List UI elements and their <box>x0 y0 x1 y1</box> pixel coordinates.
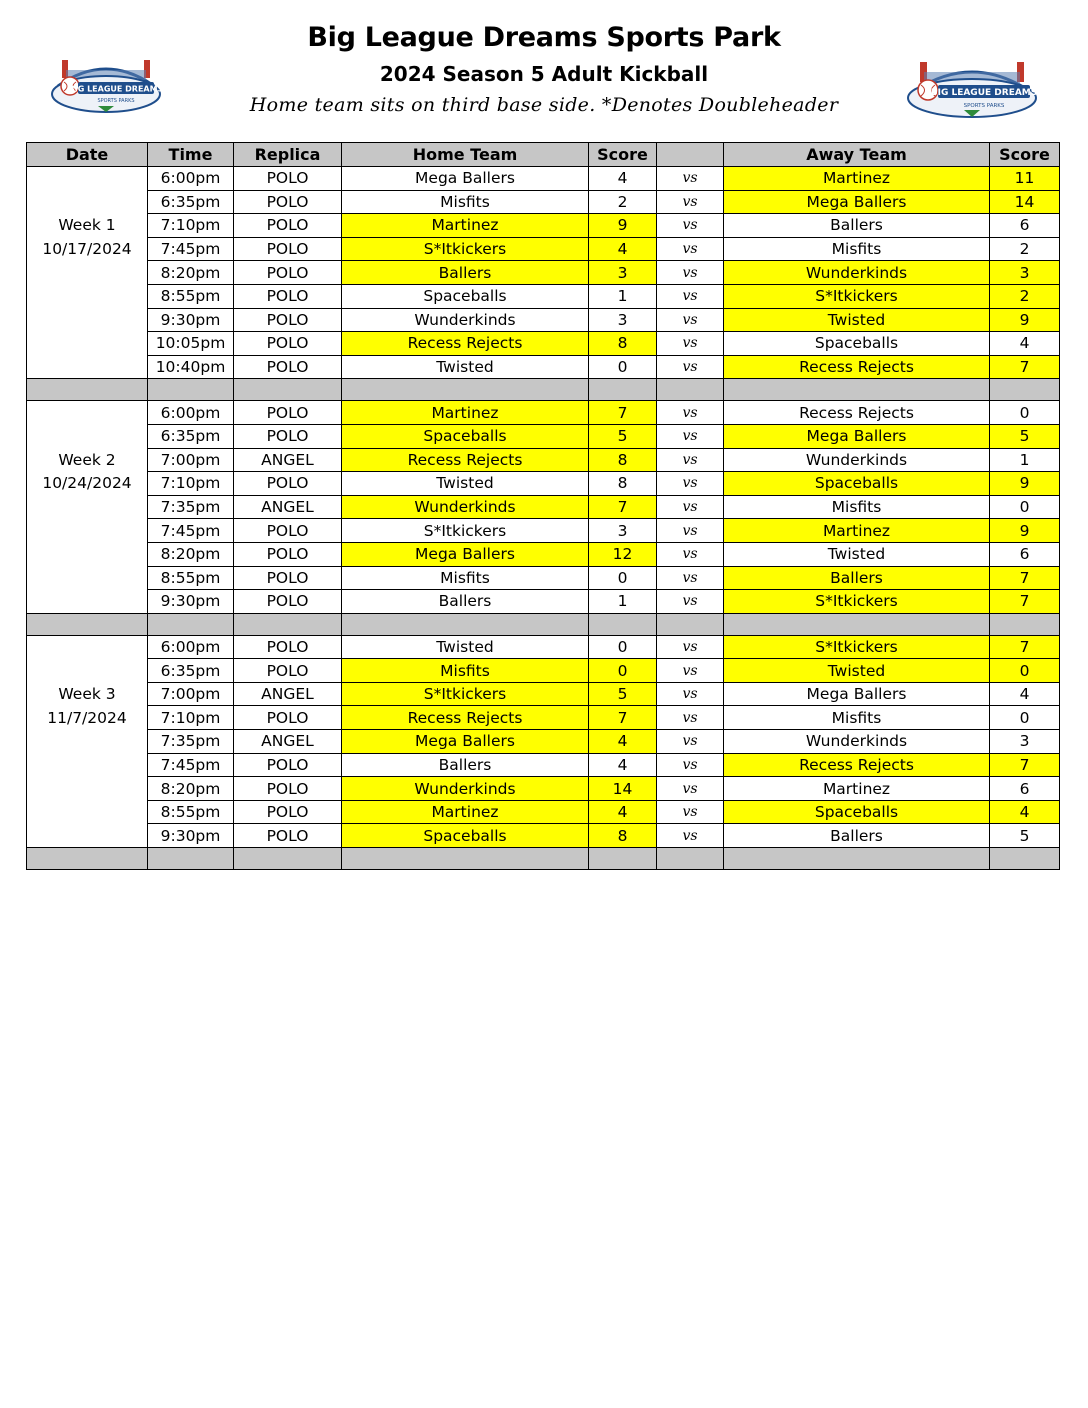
replica-cell: POLO <box>234 472 342 496</box>
home-score-cell: 4 <box>589 800 657 824</box>
table-row <box>27 566 1060 590</box>
home-score-cell: 9 <box>589 214 657 238</box>
separator-cell <box>990 613 1060 635</box>
replica-cell: POLO <box>234 424 342 448</box>
away-team-cell: Wunderkinds <box>724 448 990 472</box>
away-team-cell: Mega Ballers <box>724 424 990 448</box>
away-team-cell: Martinez <box>724 777 990 801</box>
separator-cell <box>342 613 589 635</box>
home-team-cell: Misfits <box>342 566 589 590</box>
home-score-cell: 3 <box>589 308 657 332</box>
replica-cell: POLO <box>234 190 342 214</box>
home-team-cell: Mega Ballers <box>342 730 589 754</box>
replica-cell: POLO <box>234 332 342 356</box>
replica-cell: POLO <box>234 519 342 543</box>
table-row <box>27 355 1060 379</box>
replica-cell: POLO <box>234 635 342 659</box>
vs-cell: vs <box>657 332 724 356</box>
away-score-cell: 6 <box>990 542 1060 566</box>
table-row <box>27 214 1060 238</box>
page-title: Big League Dreams Sports Park <box>307 22 781 53</box>
time-cell: 8:55pm <box>148 566 234 590</box>
replica-cell: POLO <box>234 401 342 425</box>
col-vs <box>657 143 724 167</box>
separator-cell <box>234 379 342 401</box>
time-cell: 8:55pm <box>148 284 234 308</box>
date-cell <box>27 332 148 356</box>
vs-cell: vs <box>657 706 724 730</box>
date-cell <box>27 659 148 683</box>
away-score-cell: 3 <box>990 261 1060 285</box>
time-cell: 8:20pm <box>148 261 234 285</box>
away-score-cell: 0 <box>990 659 1060 683</box>
table-row <box>27 472 1060 496</box>
date-cell <box>27 190 148 214</box>
home-team-cell: Misfits <box>342 190 589 214</box>
separator-cell <box>657 379 724 401</box>
vs-cell: vs <box>657 261 724 285</box>
table-row <box>27 261 1060 285</box>
date-cell <box>27 261 148 285</box>
date-cell: 11/7/2024 <box>27 706 148 730</box>
separator-cell <box>27 848 148 870</box>
home-team-cell: Misfits <box>342 659 589 683</box>
date-cell <box>27 635 148 659</box>
home-score-cell: 1 <box>589 590 657 614</box>
vs-cell: vs <box>657 682 724 706</box>
away-team-cell: Spaceballs <box>724 332 990 356</box>
table-row <box>27 495 1060 519</box>
home-team-cell: Wunderkinds <box>342 308 589 332</box>
away-score-cell: 6 <box>990 777 1060 801</box>
table-row <box>27 635 1060 659</box>
table-row <box>27 401 1060 425</box>
replica-cell: POLO <box>234 590 342 614</box>
replica-cell: POLO <box>234 566 342 590</box>
home-score-cell: 5 <box>589 424 657 448</box>
home-team-cell: Twisted <box>342 472 589 496</box>
date-cell: 10/17/2024 <box>27 237 148 261</box>
home-score-cell: 4 <box>589 730 657 754</box>
logo-text-right: BIG LEAGUE DREAMS <box>930 88 1038 98</box>
away-team-cell: Twisted <box>724 308 990 332</box>
home-score-cell: 8 <box>589 472 657 496</box>
home-score-cell: 8 <box>589 448 657 472</box>
away-team-cell: Twisted <box>724 542 990 566</box>
vs-cell: vs <box>657 355 724 379</box>
away-score-cell: 7 <box>990 590 1060 614</box>
separator-cell <box>148 848 234 870</box>
away-team-cell: Misfits <box>724 706 990 730</box>
home-team-cell: Ballers <box>342 590 589 614</box>
away-score-cell: 3 <box>990 730 1060 754</box>
time-cell: 10:40pm <box>148 355 234 379</box>
replica-cell: POLO <box>234 542 342 566</box>
home-score-cell: 0 <box>589 566 657 590</box>
away-team-cell: Ballers <box>724 566 990 590</box>
vs-cell: vs <box>657 800 724 824</box>
table-row <box>27 167 1060 191</box>
date-cell: Week 1 <box>27 214 148 238</box>
home-score-cell: 1 <box>589 284 657 308</box>
home-team-cell: S*Itkickers <box>342 237 589 261</box>
replica-cell: POLO <box>234 214 342 238</box>
replica-cell: POLO <box>234 706 342 730</box>
time-cell: 6:35pm <box>148 190 234 214</box>
replica-cell: POLO <box>234 237 342 261</box>
logo-subtext: SPORTS PARKS <box>97 98 135 104</box>
away-score-cell: 9 <box>990 472 1060 496</box>
replica-cell: POLO <box>234 824 342 848</box>
date-cell <box>27 167 148 191</box>
vs-cell: vs <box>657 566 724 590</box>
table-row <box>27 777 1060 801</box>
schedule-body <box>27 167 1060 870</box>
vs-cell: vs <box>657 284 724 308</box>
home-score-cell: 3 <box>589 519 657 543</box>
home-score-cell: 3 <box>589 261 657 285</box>
time-cell: 9:30pm <box>148 590 234 614</box>
away-score-cell: 5 <box>990 424 1060 448</box>
time-cell: 6:00pm <box>148 167 234 191</box>
replica-cell: POLO <box>234 167 342 191</box>
home-team-cell: Mega Ballers <box>342 542 589 566</box>
table-row <box>27 448 1060 472</box>
away-score-cell: 1 <box>990 448 1060 472</box>
separator-cell <box>234 848 342 870</box>
vs-cell: vs <box>657 190 724 214</box>
time-cell: 7:45pm <box>148 519 234 543</box>
home-team-cell: Recess Rejects <box>342 332 589 356</box>
separator-cell <box>27 613 148 635</box>
table-row <box>27 284 1060 308</box>
time-cell: 6:00pm <box>148 635 234 659</box>
date-cell <box>27 730 148 754</box>
vs-cell: vs <box>657 635 724 659</box>
date-cell <box>27 590 148 614</box>
table-row <box>27 237 1060 261</box>
away-team-cell: Misfits <box>724 495 990 519</box>
vs-cell: vs <box>657 167 724 191</box>
time-cell: 7:10pm <box>148 472 234 496</box>
week-separator-row <box>27 613 1060 635</box>
away-team-cell: Mega Ballers <box>724 190 990 214</box>
time-cell: 7:10pm <box>148 214 234 238</box>
time-cell: 8:20pm <box>148 542 234 566</box>
time-cell: 7:45pm <box>148 753 234 777</box>
table-row <box>27 682 1060 706</box>
time-cell: 8:55pm <box>148 800 234 824</box>
time-cell: 7:00pm <box>148 682 234 706</box>
table-row <box>27 824 1060 848</box>
away-team-cell: Spaceballs <box>724 472 990 496</box>
replica-cell: POLO <box>234 800 342 824</box>
time-cell: 8:20pm <box>148 777 234 801</box>
home-score-cell: 0 <box>589 635 657 659</box>
away-score-cell: 7 <box>990 635 1060 659</box>
date-cell <box>27 284 148 308</box>
home-score-cell: 7 <box>589 401 657 425</box>
table-row <box>27 730 1060 754</box>
table-row <box>27 706 1060 730</box>
home-team-cell: Recess Rejects <box>342 706 589 730</box>
vs-cell: vs <box>657 448 724 472</box>
home-team-cell: Mega Ballers <box>342 167 589 191</box>
time-cell: 7:35pm <box>148 730 234 754</box>
vs-cell: vs <box>657 495 724 519</box>
away-team-cell: Wunderkinds <box>724 730 990 754</box>
table-row <box>27 753 1060 777</box>
time-cell: 6:35pm <box>148 424 234 448</box>
col-away-team: Away Team <box>724 143 990 167</box>
away-score-cell: 4 <box>990 332 1060 356</box>
home-team-cell: Ballers <box>342 753 589 777</box>
away-team-cell: Misfits <box>724 237 990 261</box>
big-league-dreams-logo <box>48 46 164 118</box>
time-cell: 7:35pm <box>148 495 234 519</box>
away-team-cell: Martinez <box>724 519 990 543</box>
time-cell: 7:45pm <box>148 237 234 261</box>
date-cell <box>27 355 148 379</box>
col-away-score: Score <box>990 143 1060 167</box>
home-score-cell: 4 <box>589 753 657 777</box>
time-cell: 7:10pm <box>148 706 234 730</box>
col-home-team: Home Team <box>342 143 589 167</box>
away-score-cell: 6 <box>990 214 1060 238</box>
replica-cell: POLO <box>234 659 342 683</box>
col-home-score: Score <box>589 143 657 167</box>
home-team-cell: Spaceballs <box>342 284 589 308</box>
away-score-cell: 7 <box>990 355 1060 379</box>
replica-cell: ANGEL <box>234 730 342 754</box>
vs-cell: vs <box>657 824 724 848</box>
vs-cell: vs <box>657 472 724 496</box>
away-score-cell: 0 <box>990 495 1060 519</box>
separator-cell <box>589 613 657 635</box>
table-row <box>27 659 1060 683</box>
logo-text: BIG LEAGUE DREAMS <box>68 84 164 94</box>
replica-cell: ANGEL <box>234 448 342 472</box>
replica-cell: POLO <box>234 753 342 777</box>
table-header-row <box>27 143 1060 167</box>
away-team-cell: Mega Ballers <box>724 682 990 706</box>
home-team-cell: Spaceballs <box>342 424 589 448</box>
vs-cell: vs <box>657 424 724 448</box>
home-score-cell: 0 <box>589 355 657 379</box>
date-cell <box>27 519 148 543</box>
date-cell <box>27 401 148 425</box>
away-team-cell: Twisted <box>724 659 990 683</box>
away-team-cell: Wunderkinds <box>724 261 990 285</box>
away-score-cell: 11 <box>990 167 1060 191</box>
vs-cell: vs <box>657 308 724 332</box>
vs-cell: vs <box>657 730 724 754</box>
separator-cell <box>724 379 990 401</box>
replica-cell: ANGEL <box>234 682 342 706</box>
away-score-cell: 5 <box>990 824 1060 848</box>
vs-cell: vs <box>657 777 724 801</box>
date-cell <box>27 542 148 566</box>
time-cell: 6:35pm <box>148 659 234 683</box>
replica-cell: POLO <box>234 355 342 379</box>
away-team-cell: Recess Rejects <box>724 753 990 777</box>
home-team-cell: S*Itkickers <box>342 682 589 706</box>
page-subtitle: 2024 Season 5 Adult Kickball <box>379 62 709 86</box>
table-row <box>27 332 1060 356</box>
home-team-cell: Ballers <box>342 261 589 285</box>
vs-cell: vs <box>657 519 724 543</box>
replica-cell: ANGEL <box>234 495 342 519</box>
away-score-cell: 9 <box>990 519 1060 543</box>
home-team-cell: Martinez <box>342 401 589 425</box>
vs-cell: vs <box>657 401 724 425</box>
replica-cell: POLO <box>234 308 342 332</box>
away-team-cell: Recess Rejects <box>724 355 990 379</box>
date-cell <box>27 566 148 590</box>
home-score-cell: 8 <box>589 332 657 356</box>
home-score-cell: 2 <box>589 190 657 214</box>
home-score-cell: 5 <box>589 682 657 706</box>
home-score-cell: 7 <box>589 706 657 730</box>
separator-cell <box>589 848 657 870</box>
logo-subtext-right: SPORTS PARKS <box>963 103 1005 109</box>
away-team-cell: S*Itkickers <box>724 635 990 659</box>
separator-cell <box>342 379 589 401</box>
away-team-cell: S*Itkickers <box>724 284 990 308</box>
date-cell <box>27 424 148 448</box>
time-cell: 6:00pm <box>148 401 234 425</box>
table-row <box>27 542 1060 566</box>
vs-cell: vs <box>657 753 724 777</box>
table-row <box>27 800 1060 824</box>
away-team-cell: Ballers <box>724 824 990 848</box>
schedule-table <box>26 142 1060 870</box>
away-score-cell: 7 <box>990 753 1060 777</box>
week-separator-row <box>27 379 1060 401</box>
date-cell <box>27 495 148 519</box>
big-league-dreams-logo-right <box>904 50 1040 122</box>
away-team-cell: Martinez <box>724 167 990 191</box>
home-score-cell: 14 <box>589 777 657 801</box>
home-score-cell: 4 <box>589 167 657 191</box>
away-team-cell: S*Itkickers <box>724 590 990 614</box>
away-score-cell: 4 <box>990 800 1060 824</box>
date-cell: Week 3 <box>27 682 148 706</box>
table-row <box>27 590 1060 614</box>
away-score-cell: 7 <box>990 566 1060 590</box>
time-cell: 10:05pm <box>148 332 234 356</box>
separator-cell <box>990 379 1060 401</box>
col-time: Time <box>148 143 234 167</box>
separator-cell <box>657 613 724 635</box>
home-score-cell: 4 <box>589 237 657 261</box>
table-row <box>27 308 1060 332</box>
away-score-cell: 0 <box>990 706 1060 730</box>
col-date: Date <box>27 143 148 167</box>
separator-cell <box>342 848 589 870</box>
home-team-cell: Twisted <box>342 355 589 379</box>
separator-cell <box>148 613 234 635</box>
away-score-cell: 2 <box>990 237 1060 261</box>
home-team-cell: Martinez <box>342 800 589 824</box>
home-score-cell: 7 <box>589 495 657 519</box>
separator-cell <box>589 379 657 401</box>
vs-cell: vs <box>657 237 724 261</box>
time-cell: 7:00pm <box>148 448 234 472</box>
away-team-cell: Spaceballs <box>724 800 990 824</box>
away-team-cell: Ballers <box>724 214 990 238</box>
home-team-cell: Spaceballs <box>342 824 589 848</box>
time-cell: 9:30pm <box>148 824 234 848</box>
home-score-cell: 12 <box>589 542 657 566</box>
table-row <box>27 519 1060 543</box>
table-row <box>27 424 1060 448</box>
separator-cell <box>27 379 148 401</box>
home-team-cell: Recess Rejects <box>342 448 589 472</box>
home-score-cell: 8 <box>589 824 657 848</box>
date-cell <box>27 308 148 332</box>
home-team-cell: Martinez <box>342 214 589 238</box>
home-score-cell: 0 <box>589 659 657 683</box>
vs-cell: vs <box>657 214 724 238</box>
away-score-cell: 14 <box>990 190 1060 214</box>
schedule-note: Home team sits on third base side. *Denotes Doubleheader <box>249 94 839 116</box>
vs-cell: vs <box>657 542 724 566</box>
date-cell <box>27 824 148 848</box>
separator-cell <box>724 848 990 870</box>
home-team-cell: Wunderkinds <box>342 777 589 801</box>
date-cell <box>27 800 148 824</box>
replica-cell: POLO <box>234 777 342 801</box>
home-team-cell: Wunderkinds <box>342 495 589 519</box>
separator-cell <box>148 379 234 401</box>
home-team-cell: S*Itkickers <box>342 519 589 543</box>
replica-cell: POLO <box>234 284 342 308</box>
date-cell <box>27 777 148 801</box>
date-cell: Week 2 <box>27 448 148 472</box>
separator-cell <box>990 848 1060 870</box>
away-score-cell: 0 <box>990 401 1060 425</box>
table-row <box>27 190 1060 214</box>
separator-cell <box>724 613 990 635</box>
col-replica: Replica <box>234 143 342 167</box>
away-score-cell: 9 <box>990 308 1060 332</box>
away-score-cell: 2 <box>990 284 1060 308</box>
time-cell: 9:30pm <box>148 308 234 332</box>
away-team-cell: Recess Rejects <box>724 401 990 425</box>
date-cell <box>27 753 148 777</box>
date-cell: 10/24/2024 <box>27 472 148 496</box>
replica-cell: POLO <box>234 261 342 285</box>
vs-cell: vs <box>657 590 724 614</box>
home-team-cell: Twisted <box>342 635 589 659</box>
separator-cell <box>234 613 342 635</box>
away-score-cell: 4 <box>990 682 1060 706</box>
vs-cell: vs <box>657 659 724 683</box>
separator-cell <box>657 848 724 870</box>
week-separator-row <box>27 848 1060 870</box>
